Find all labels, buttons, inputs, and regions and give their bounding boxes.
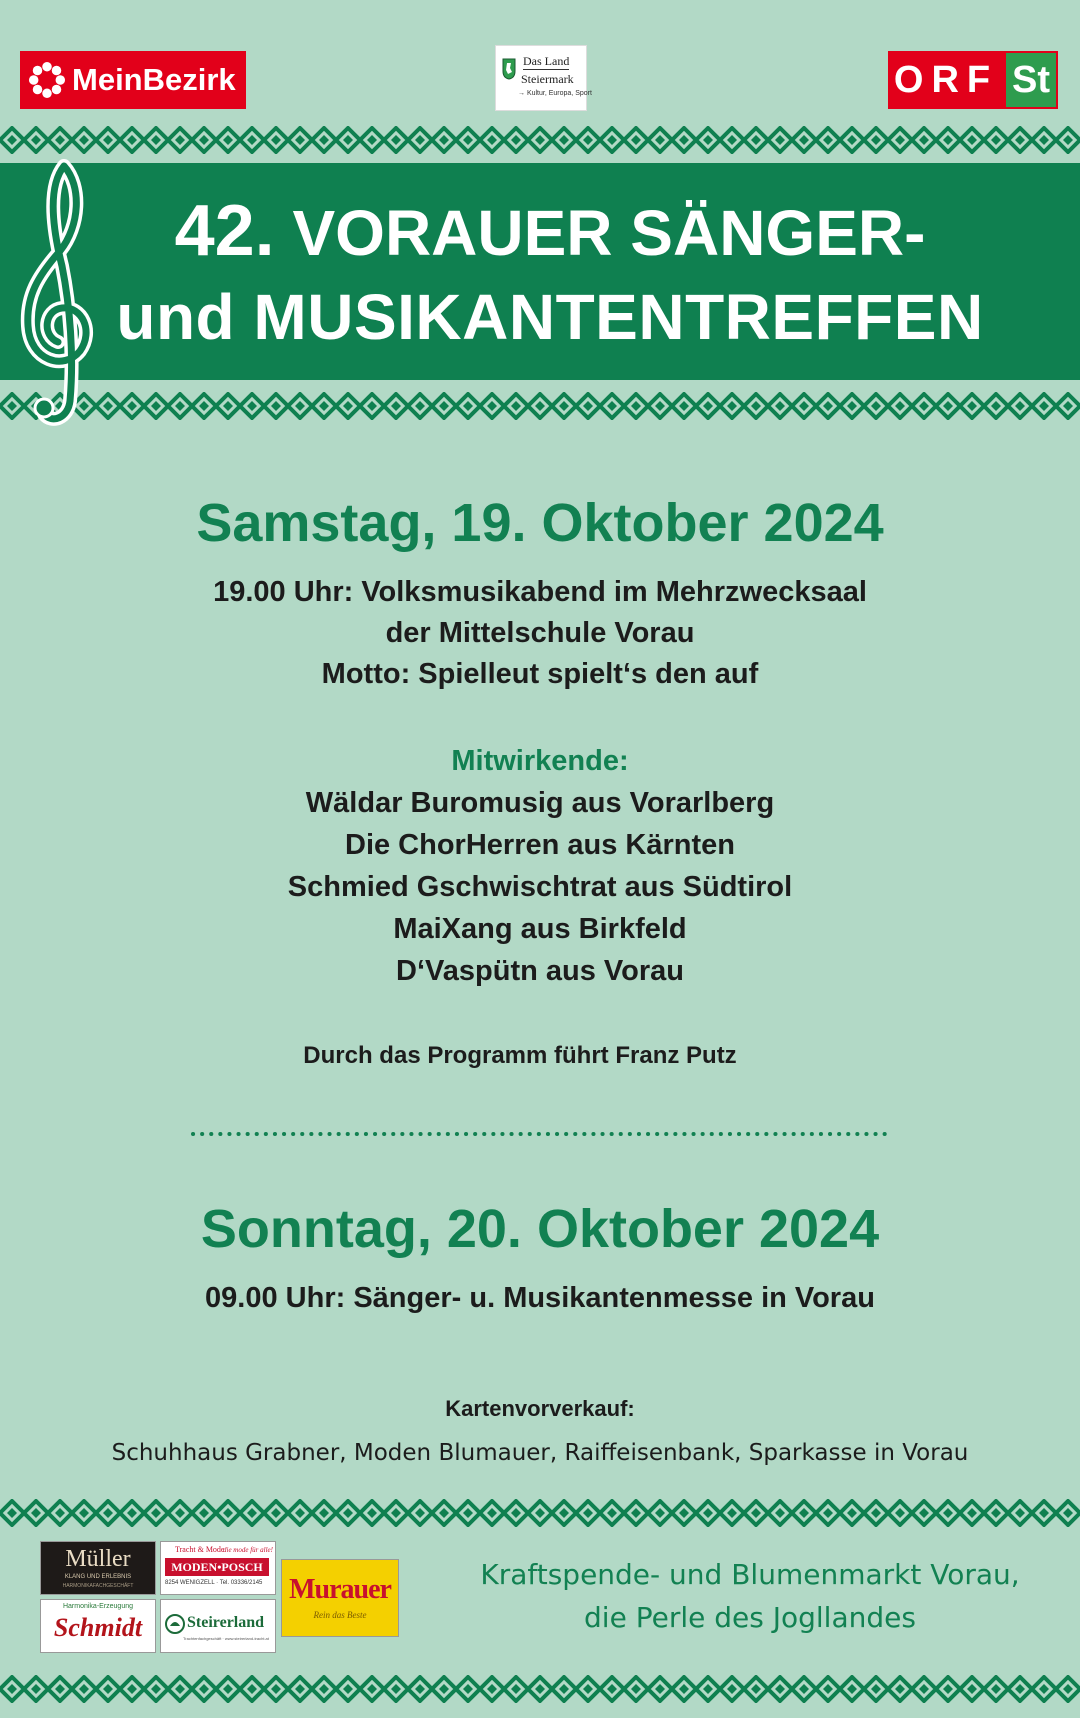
orf-st-text: St <box>1006 53 1056 107</box>
program-host: Durch das Programm führt Franz Putz <box>303 1042 737 1069</box>
steiermark-line3: → Kultur, Europa, Sport <box>518 90 592 97</box>
participant-item: Wäldar Buromusig aus Vorarlberg <box>305 787 775 819</box>
title-line2: und MUSIKANTENTREFFEN <box>116 281 984 353</box>
participant-item: D‘Vaspütn aus Vorau <box>396 955 684 987</box>
title-text-1: VORAUER SÄNGER- <box>292 197 926 269</box>
mueller-name: Müller <box>65 1546 131 1572</box>
meinbezirk-logo <box>20 51 246 109</box>
schmidt-logo <box>40 1599 156 1653</box>
saturday-line3: Motto: Spielleut spielt‘s den auf <box>321 658 759 690</box>
meinbezirk-text: MeinBezirk <box>72 62 236 97</box>
murauer-name: Murauer <box>289 1574 391 1605</box>
steiermark-logo <box>495 45 592 111</box>
murauer-sub: Rein das Beste <box>313 1610 367 1620</box>
saturday-line1: 19.00 Uhr: Volksmusikabend im Mehrzwecksaal <box>213 576 867 608</box>
title-line1 <box>0 190 1080 272</box>
murauer-logo <box>281 1559 399 1637</box>
participant-item: Schmied Gschwischtrat aus Südtirol <box>287 871 793 903</box>
saturday-line2: der Mittelschule Vorau <box>385 617 695 649</box>
decorative-border-bottom <box>0 1675 1080 1703</box>
posch-name: MODEN•POSCH <box>165 1558 269 1576</box>
tickets-locations: Schuhhaus Grabner, Moden Blumauer, Raiffeisenbank, Sparkasse in Vorau <box>111 1440 969 1466</box>
edition-number: 42. <box>174 191 275 271</box>
steiermark-line2: Steiermark <box>521 72 574 86</box>
footer-line2: die Perle des Jogllandes <box>584 1601 916 1634</box>
hat-icon <box>165 1614 185 1634</box>
steirerland-name: Steirerland <box>187 1614 265 1631</box>
mueller-sub2: HARMONIKAFACHGESCHÄFT <box>62 1583 134 1589</box>
tickets-heading: Kartenvorverkauf: <box>445 1396 635 1421</box>
sunday-date: Sonntag, 20. Oktober 2024 <box>200 1199 880 1259</box>
posch-script: die mode für alle! <box>223 1546 273 1554</box>
flower-icon <box>28 61 66 99</box>
mueller-logo <box>40 1541 156 1595</box>
orf-text: ORF <box>893 58 999 101</box>
steiermark-line1: Das Land <box>523 54 570 68</box>
decorative-border-top <box>0 126 1080 154</box>
decorative-border-footer-top <box>0 1499 1080 1527</box>
steirerland-logo <box>160 1599 276 1653</box>
dotted-divider <box>190 1131 890 1137</box>
moden-posch-logo <box>160 1541 276 1595</box>
participants-heading: Mitwirkende: <box>451 745 629 777</box>
mueller-sub: KLANG UND ERLEBNIS <box>64 1574 132 1580</box>
participant-item: Die ChorHerren aus Kärnten <box>345 829 735 861</box>
participant-item: MaiXang aus Birkfeld <box>393 913 687 945</box>
steirerland-sub: Trachtenfachgeschäft · www.steirerland-tracht.at <box>183 1636 269 1641</box>
schmidt-name: Schmidt <box>53 1613 143 1642</box>
footer-line1: Kraftspende- und Blumenmarkt Vorau, <box>480 1558 1020 1591</box>
sunday-line1: 09.00 Uhr: Sänger- u. Musikantenmesse in Vorau <box>205 1282 875 1314</box>
decorative-border-title-bottom <box>0 392 1080 420</box>
posch-top: Tracht & Mode <box>175 1545 225 1554</box>
schmidt-top: Harmonika-Erzeugung <box>62 1603 134 1610</box>
saturday-date: Samstag, 19. Oktober 2024 <box>196 493 884 553</box>
posch-address: 8254 WENIGZELL · Tel. 03336/2145 <box>165 1580 263 1586</box>
orf-logo <box>888 51 1058 109</box>
crest-icon <box>502 58 516 80</box>
